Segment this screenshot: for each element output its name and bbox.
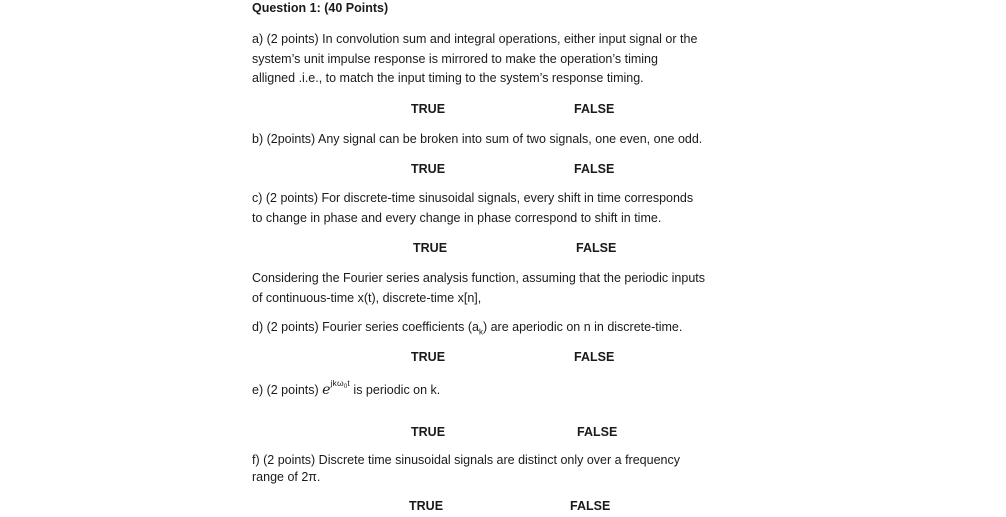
- question-d-line-1: [252, 319, 682, 335]
- question-d-true-option[interactable]: TRUE: [411, 350, 446, 364]
- question-d-prefix: d) (2 points) Fourier series coefficients (a: [252, 320, 479, 334]
- question-b-line-1: b) (2points) Any signal can be broken into sum of two signals, one even, one odd.: [252, 132, 703, 146]
- question-e-exponential-base: e: [322, 382, 331, 398]
- question-e-prefix: e) (2 points): [252, 383, 323, 397]
- question-e-suffix: is periodic on k.: [349, 383, 441, 397]
- question-a-line-1: a) (2 points) In convolution sum and integral operations, either input signal or the: [252, 32, 698, 46]
- question-b-false-option[interactable]: FALSE: [574, 162, 615, 176]
- question-d-false-option[interactable]: FALSE: [574, 350, 615, 364]
- question-c-line-1: c) (2 points) For discrete-time sinusoidal signals, every shift in time corresponds: [252, 191, 694, 205]
- question-e-exponent-sub: 0: [343, 384, 348, 390]
- page-title: Question 1: (40 Points): [252, 1, 389, 15]
- fourier-intro-line-2: of continuous-time x(t), discrete-time x[n],: [252, 291, 482, 305]
- question-d-subscript: k: [478, 327, 483, 337]
- question-a-true-option[interactable]: TRUE: [411, 102, 446, 116]
- question-c-false-option[interactable]: FALSE: [576, 241, 617, 255]
- question-f-false-option[interactable]: FALSE: [570, 499, 611, 513]
- question-f-true-option[interactable]: TRUE: [409, 499, 444, 513]
- question-a-line-2: system’s unit impulse response is mirrored to make the operation’s timing: [252, 52, 658, 66]
- question-e-exponent-main: jkω: [330, 378, 344, 388]
- question-e-exponent: [330, 378, 349, 388]
- question-c-true-option[interactable]: TRUE: [413, 241, 448, 255]
- question-e-line-1: [252, 378, 441, 402]
- fourier-intro-line-1: Considering the Fourier series analysis function, assuming that the periodic inputs: [252, 271, 706, 285]
- question-e-exponent-tail: t: [347, 378, 350, 388]
- question-b-true-option[interactable]: TRUE: [411, 162, 446, 176]
- question-a-false-option[interactable]: FALSE: [574, 102, 615, 116]
- question-e-false-option[interactable]: FALSE: [577, 425, 618, 439]
- question-f-line-2: range of 2π.: [252, 470, 321, 484]
- question-a-line-3: alligned .i.e., to match the input timing to the system’s response timing.: [252, 71, 644, 85]
- question-e-true-option[interactable]: TRUE: [411, 425, 446, 439]
- question-f-line-1: f) (2 points) Discrete time sinusoidal signals are distinct only over a frequency: [252, 453, 680, 467]
- question-c-line-2: to change in phase and every change in phase correspond to shift in time.: [252, 211, 662, 225]
- question-d-suffix: ) are aperiodic on n in discrete-time.: [482, 320, 683, 334]
